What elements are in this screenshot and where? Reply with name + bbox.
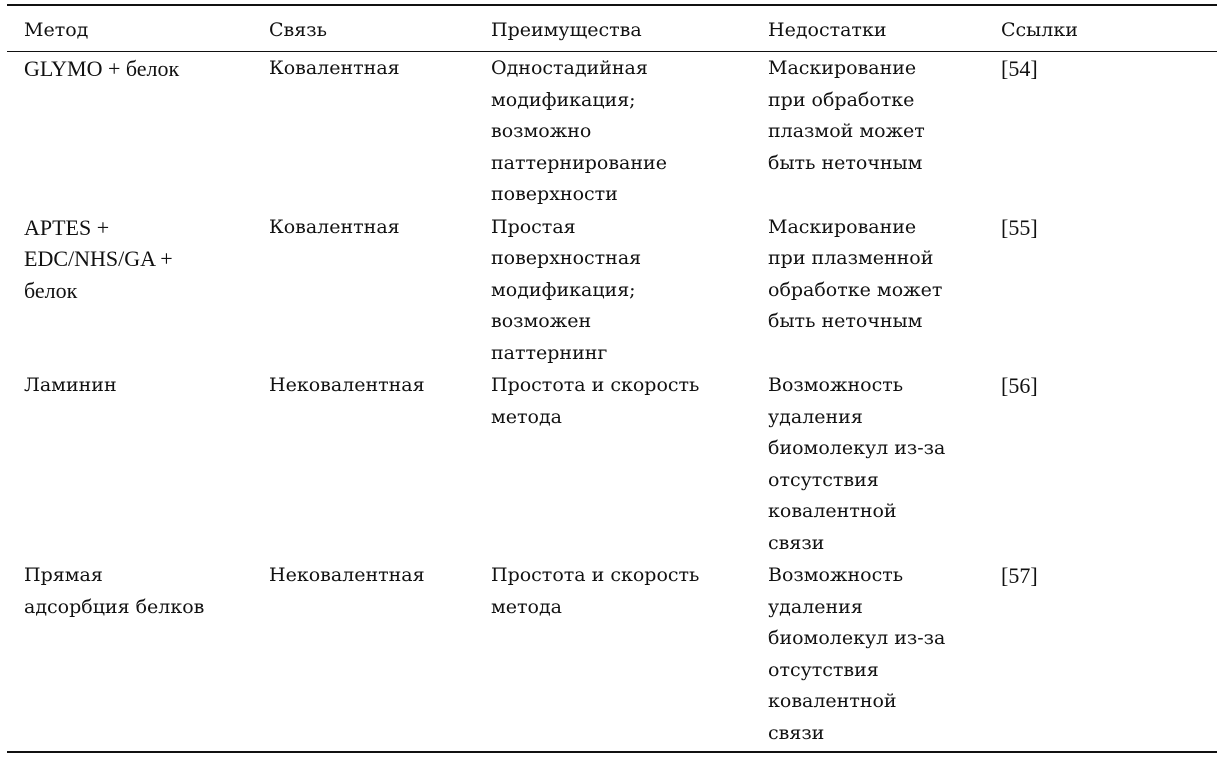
cell-method: Ламинин [24,374,117,396]
cell-disadvantages: Маскирование при обработке плазмой может быть неточным [768,57,925,174]
header-bond: Связь [269,19,327,41]
cell-advantages: Простая поверхностная модификация; возможен паттернинг [491,215,642,364]
cell-bond: Ковалентная [269,57,400,79]
cell-disadvantages: Возможность удаления биомолекул из-за отсутствия ковалентной связи [768,374,946,554]
cell-advantages: Одностадийная модификация; возможно паттернирование поверхности [491,57,667,205]
cell-method: GLYMO + белок [24,56,180,81]
cell-method: Прямая адсорбция белков [24,564,205,618]
table-row [7,211,1217,370]
cell-reference: [56] [1001,373,1038,398]
cell-reference: [55] [1001,214,1038,240]
table-row [7,559,1217,749]
cell-method: APTES + EDC/NHS/GA + белок [24,214,173,303]
cell-advantages: Простота и скорость метода [491,564,700,618]
cell-bond: Ковалентная [269,215,400,238]
table-header-row [7,6,1217,51]
cell-bond: Нековалентная [269,564,425,586]
cell-disadvantages: Маскирование при плазменной обработке может быть неточным [768,215,943,332]
header-disadvantages: Недостатки [768,19,887,41]
cell-advantages: Простота и скорость метода [491,374,700,428]
cell-bond: Нековалентная [269,374,425,396]
header-advantages: Преимущества [491,19,642,41]
cell-disadvantages: Возможность удаления биомолекул из-за отсутствия ковалентной связи [768,564,946,744]
cell-reference: [57] [1001,563,1038,588]
table-row [7,52,1217,211]
table-bottom-rule [7,751,1217,753]
cell-reference: [54] [1001,56,1038,81]
header-references: Ссылки [1001,19,1078,41]
table-row [7,369,1217,559]
methods-table [7,4,1217,753]
header-method: Метод [24,19,89,41]
